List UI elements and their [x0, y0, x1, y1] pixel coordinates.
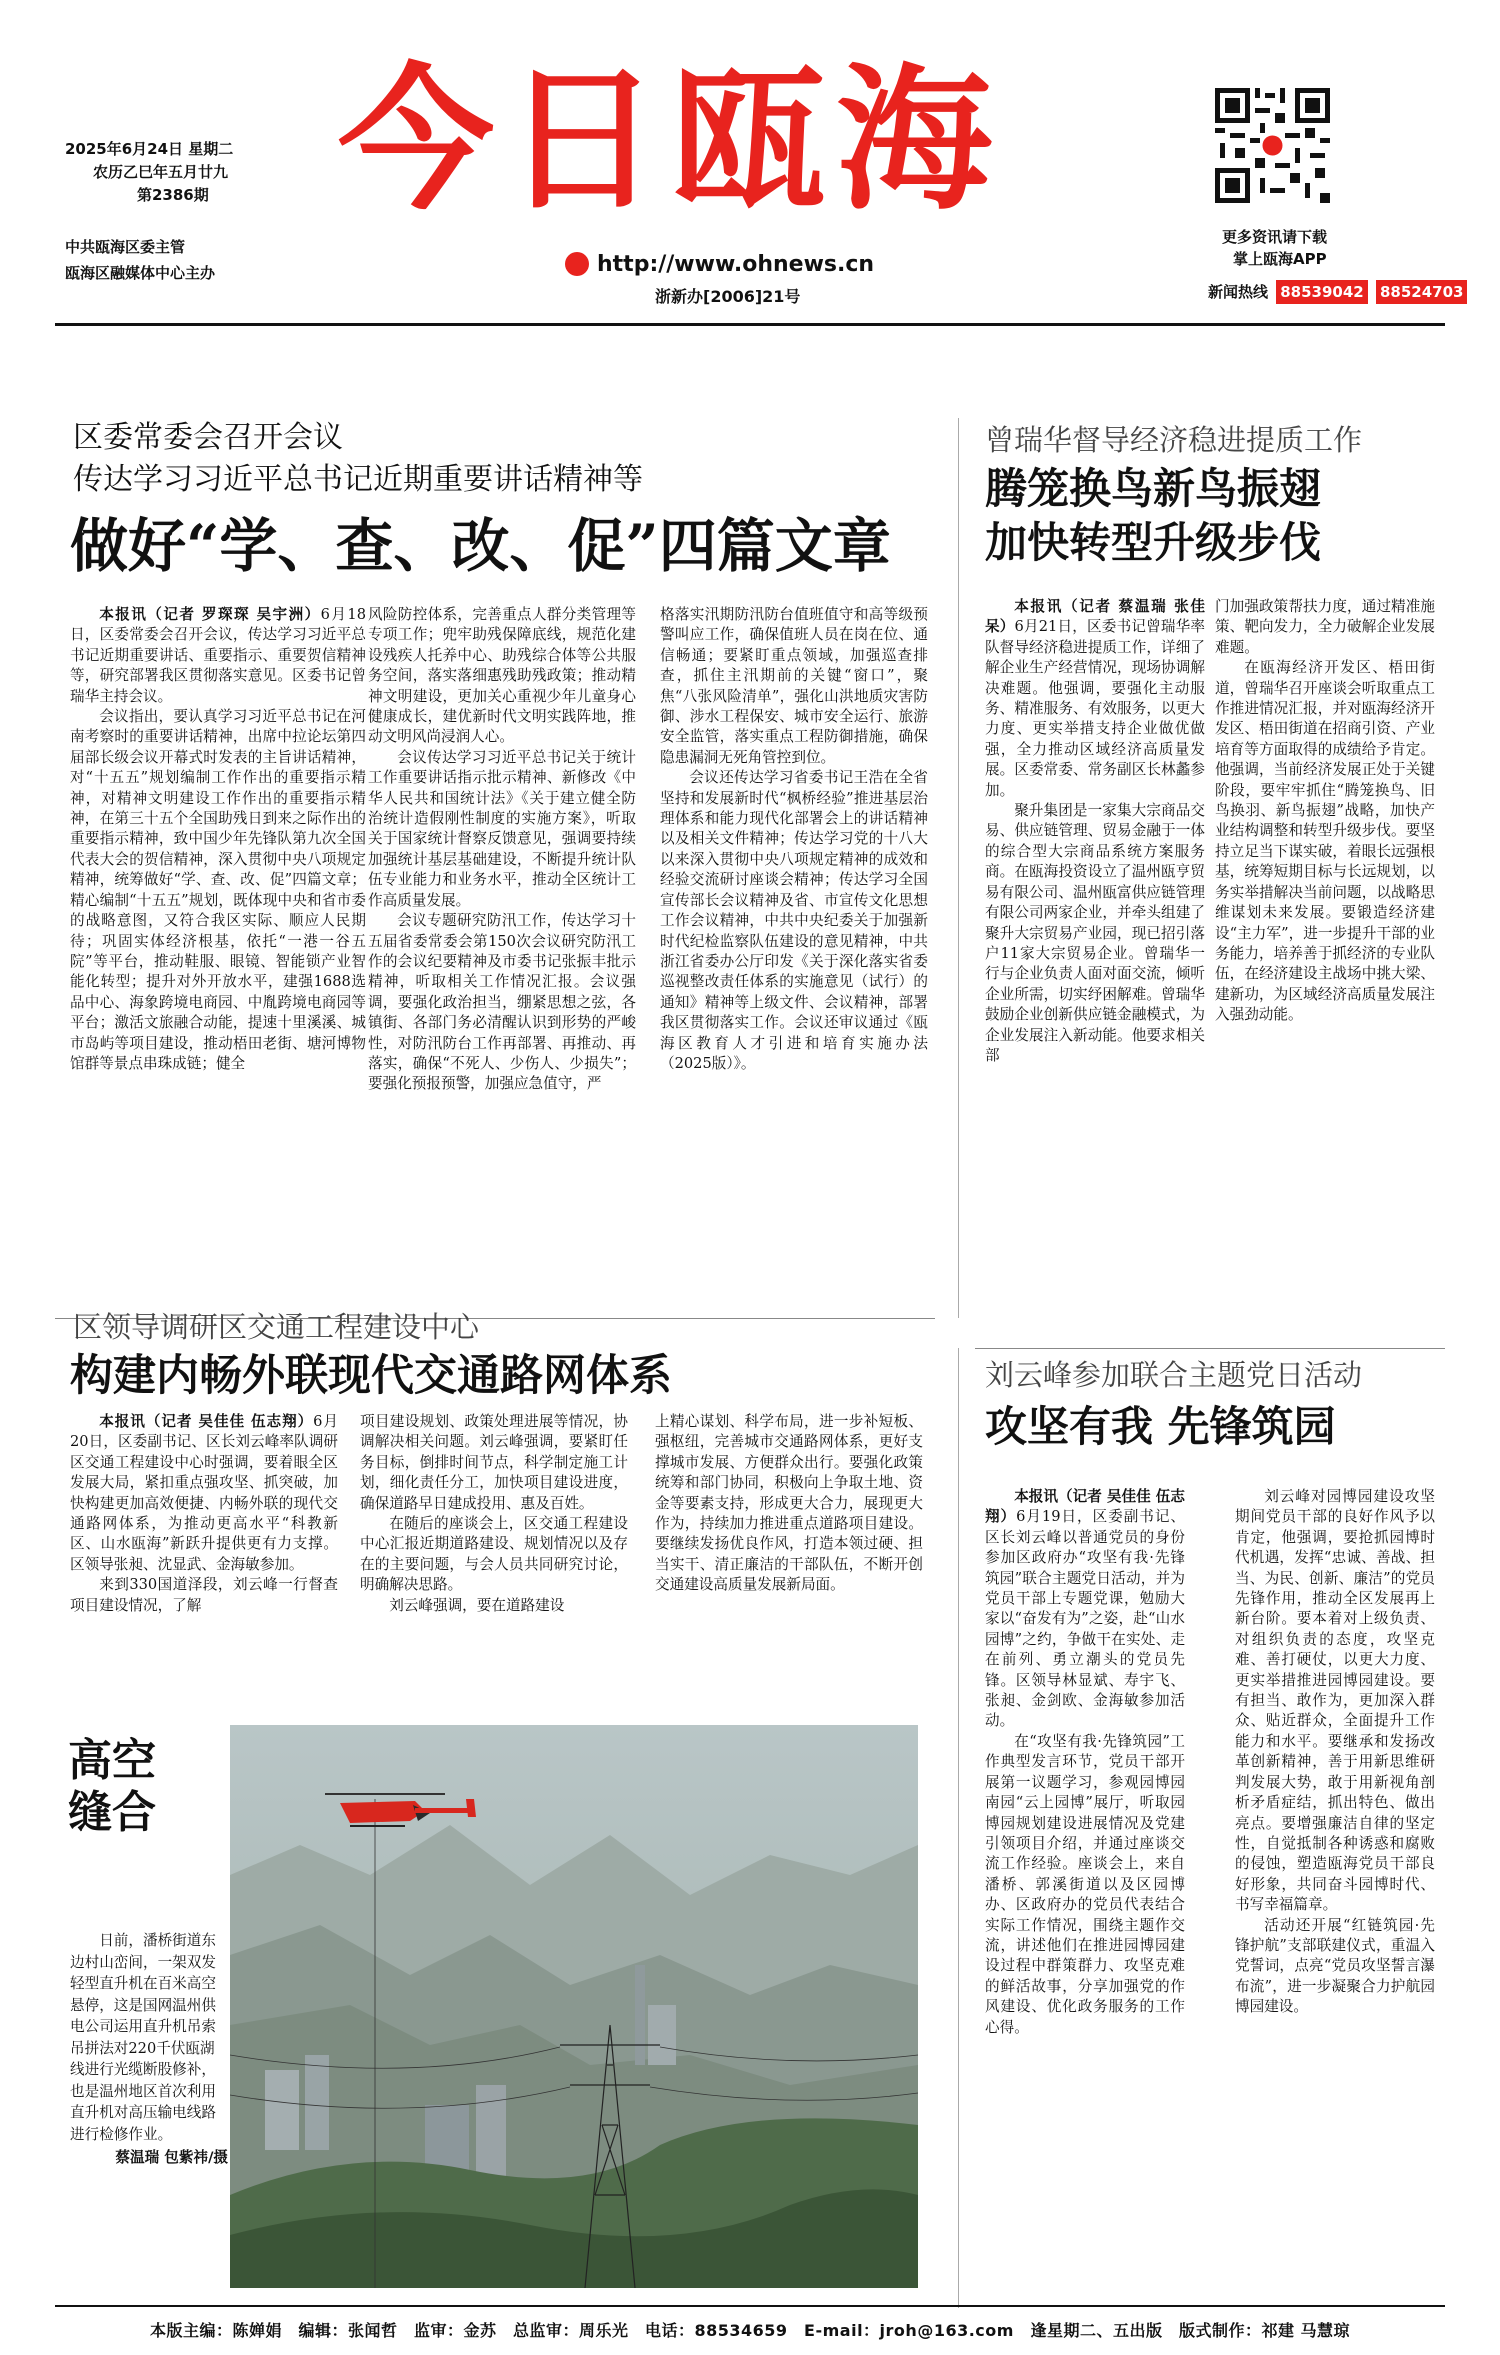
- article1-kicker-1: 区委常委会召开会议: [73, 420, 343, 455]
- article3-headline: 构建内畅外联现代交通路网体系: [70, 1351, 672, 1401]
- qr-caption-1: 更多资讯请下载: [1222, 228, 1328, 246]
- column-divider-bottom: [958, 1348, 959, 2308]
- photo-title-1: 高空: [68, 1735, 156, 1786]
- hotline-number-1[interactable]: 88539042: [1276, 280, 1368, 304]
- hotline-label: 新闻热线: [1208, 283, 1269, 301]
- article4-byline: 本报讯（记者 吴佳佳 伍志翔）: [985, 1488, 1185, 1526]
- news-hotline: [1208, 280, 1467, 304]
- helicopter-photo: [230, 1725, 918, 2288]
- article2-headline-2: 加快转型升级步伐: [985, 518, 1322, 567]
- article3-kicker: 区领导调研区交通工程建设中心: [73, 1310, 480, 1344]
- article4-headline: 攻坚有我 先锋筑园: [985, 1402, 1336, 1451]
- footer-divider: [55, 2305, 1445, 2307]
- article4-column-2: 刘云峰对园博园建设攻坚期间党员干部的良好作风予以肯定，他强调，要抢抓园博时代机遇，发挥“忠诚、善战、担当、为民、创新、廉洁”的党员先锋作用，推动全区发展再上新台阶。要本着对上级负责、对组织负责的态度，攻坚克难、善打硬仗，以更大力度、更实举措推进园博园建设。要有担当、敢作为，更加深入群众、贴近群众，全面提升工作能力和水平。要继承和发扬改革创新精神，善于用新思维研判发展大势，敢于用新视角剖析矛盾症结，抓出特色、做出亮点。要增强廉洁自律的坚定性，自觉抵制各种诱惑和腐败的侵蚀，塑造瓯海党员干部良好形象，共同奋斗园博时代、书写幸福篇章。 活动还开展“红链筑园·先锋护航”支部联建仪式，重温入党誓词，点亮“党员攻坚誓言瀑布流”，进一步凝聚合力护航园博园建设。: [1235, 1488, 1435, 2016]
- lunar-date: 农历乙巳年五月廿九: [93, 163, 229, 181]
- article2-byline: 本报讯（记者 蔡温瑞 张佳呆）: [985, 598, 1205, 636]
- qr-code-icon[interactable]: [1215, 88, 1330, 203]
- header-divider: [55, 323, 1445, 326]
- article2-column-2: 门加强政策帮扶力度，通过精准施策、靶向发力，全力破解企业发展难题。 在瓯海经济开发区、梧田街道，曾瑞华召开座谈会听取重点工作推进情况汇报，并对瓯海经济开发区、梧田街道在招商引资、产业培育等方面取得的成绩给予肯定。他强调，当前经济发展正处于关键阶段，要牢牢抓住“腾笼换鸟、旧鸟换羽、新鸟振翅”战略，加快产业结构调整和转型升级步伐。要坚持立足当下谋实破，着眼长远强根基，统筹短期目标与长远规划，以务实举措解决当前问题，以战略思维谋划未来发展。要锻造经济建设“主力军”，进一步提升干部的业务能力，培养善于抓经济的专业队伍，在经济建设主战场中挑大梁、建新功，为区域经济高质量发展注入强劲动能。: [1215, 598, 1435, 1024]
- article3-byline: 本报讯（记者 吴佳佳 伍志翔）: [99, 1413, 314, 1430]
- photo-caption: 日前，潘桥街道东边村山峦间，一架双发轻型直升机在百米高空悬停，这是国网温州供电公司运用直升机吊索吊拼法对220千伏瓯湖线进行光缆断股修补，也是温州地区首次利用直升机对高压输电线路进行检修作业。 蔡温瑞 包紫祎/摄: [70, 1930, 228, 2169]
- footer-credits: 本版主编：陈婵娟 编辑：张闻哲 监审：金苏 总监审：周乐光 电话：88534659 E-mail：jroh@163.com 逢星期二、五出版 版式制作：祁建 马慧琼: [149, 2321, 1351, 2340]
- masthead-title: 今日瓯海: [338, 48, 1002, 231]
- article2-column-1: 本报讯（记者 蔡温瑞 张佳呆）6月21日，区委书记曾瑞华率队督导经济稳进提质工作，详细了解企业生产经营情况，现场协调解决难题。他强调，要强化主动服务、精准服务、有效服务，以更大力度、更实举措支持企业做优做强，全力推动区域经济高质量发展。区委常委、常务副区长林蠡参加。 聚升集团是一家集大宗商品交易、供应链管理、贸易金融于一体的综合型大宗商品系统方案服务商。在瓯海投资设立了温州瓯亨贸易有限公司、温州瓯富供应链管理有限公司两家企业，并牵头组建了聚升大宗贸易产业园，现已招引落户11家大宗贸易企业。曾瑞华一行与企业负责人面对面交流，倾听企业所需，切实纾困解难。曾瑞华鼓励企业创新供应链金融模式，为企业发展注入新动能。他要求相关部: [985, 598, 1205, 1064]
- sponsor-line-1: 中共瓯海区委主管: [65, 238, 186, 256]
- hotline-number-2[interactable]: 88524703: [1376, 280, 1468, 304]
- issue-date: 2025年6月24日 星期二: [65, 140, 234, 158]
- article1-column-2: 风险防控体系，完善重点人群分类管理等专项工作；兜牢助残保障底线，规范化建设残疾人托养中心、助残综合体等公共服务空间，落实落细惠残助残政策；推动精神文明建设，更加关心重视少年儿童身心健康成长，建优新时代文明实践阵地，推动文明风尚浸润人心。 会议传达学习习近平总书记关于统计工作重要讲话指示批示精神、新修改《中华人民共和国统计法》《关于建立健全防治统计造假刚性制度的实施方案》，听取关于国家统计督察反馈意见，强调要持续加强统计基层基础建设，不断提升统计队伍专业能力和业务水平，推动全区统计工作高质量发展。 会议专题研究防汛工作，传达学习十五届省委常委会第150次会议研究防汛工作的会议纪要精神及市委书记张振丰批示精神，听取相关工作情况汇报。会议强调，要强化政治担当，绷紧思想之弦，各镇街、各部门务必清醒认识到形势的严峻性，对防汛防台工作再部署、再推动、再落实，确保“不死人、少伤人、少损失”；要强化预报预警，加强应急值守，严: [368, 606, 636, 1093]
- sponsor-line-2: 瓯海区融媒体中心主办: [65, 264, 216, 282]
- article1-headline: 做好“学、查、改、促”四篇文章: [70, 512, 891, 580]
- article1-byline: 本报讯（记者 罗琛琛 吴宇洲）: [99, 606, 321, 623]
- issue-number: 第2386期: [137, 186, 209, 204]
- article1-kicker-2: 传达学习习近平总书记近期重要讲话精神等: [73, 462, 643, 497]
- qr-caption-2: 掌上瓯海APP: [1233, 250, 1327, 268]
- article2-kicker: 曾瑞华督导经济稳进提质工作: [985, 423, 1363, 457]
- article1-column-3: 格落实汛期防汛防台值班值守和高等级预警叫应工作，确保值班人员在岗在位、通信畅通；要紧盯重点领域，加强巡查排查，抓住主汛期前的关键“窗口”，聚焦“八张风险清单”，强化山洪地质灾害防御、涉水工程保安、城市安全运行、旅游安全监管，落实重点工程防御措施，确保隐患漏洞无死角管控到位。 会议还传达学习省委书记王浩在全省坚持和发展新时代“枫桥经验”推进基层治理体系和能力现代化部署会上的讲话精神以及相关文件精神；传达学习党的十八大以来深入贯彻中央八项规定精神的成效和经验交流研讨座谈会精神；传达学习全国宣传部长会议精神及省、市宣传文化思想工作会议精神，中共中央纪委关于加强新时代纪检监察队伍建设的意见精神，中共浙江省委办公厅印发《关于深化落实省委巡视整改责任体系的实施意见（试行）的通知》精神等上级文件、会议精神，部署我区贯彻落实工作。会议还审议通过《瓯海区教育人才引进和培育实施办法（2025版）》。: [660, 606, 928, 1072]
- article3-column-1: 本报讯（记者 吴佳佳 伍志翔）6月20日，区委副书记、区长刘云峰率队调研区交通工程建设中心时强调，要着眼全区发展大局，紧扣重点强攻坚、抓突破，加快构建更加高效便捷、内畅外联的现代交通路网体系，为推动更高水平“科教新区、山水瓯海”新跃升提供更有力支撑。区领导张昶、沈显武、金海敏参加。 来到330国道泽段，刘云峰一行督查项目建设情况，了解: [70, 1413, 338, 1614]
- article3-column-2: 项目建设规划、政策处理进展等情况，协调解决相关问题。刘云峰强调，要紧盯任务目标，倒排时间节点，科学制定施工计划，细化责任分工，加快项目建设进度，确保道路早日建成投用、惠及百姓。 在随后的座谈会上，区交通工程建设中心汇报近期道路建设、规划情况以及存在的主要问题，与会人员共同研究讨论，明确解决思路。 刘云峰强调，要在道路建设: [360, 1413, 628, 1614]
- photo-credit: 蔡温瑞 包紫祎/摄: [115, 2149, 228, 2166]
- website-url[interactable]: http://www.ohnews.cn: [597, 252, 875, 277]
- article-divider-right: [975, 1348, 1445, 1349]
- article2-headline-1: 腾笼换鸟新鸟振翅: [985, 464, 1322, 513]
- article3-column-3: 上精心谋划、科学布局，进一步补短板、强枢纽，完善城市交通路网体系，更好支撑城市发展、方便群众出行。要强化政策统筹和部门协同，积极向上争取土地、资金等要素支持，形成更大合力，展现更大作为，持续加力推进重点道路项目建设。要继续发扬优良作风，打造本领过硬、担当实干、清正廉洁的干部队伍，不断开创交通建设高质量发展新局面。: [655, 1413, 923, 1594]
- photo-title-2: 缝合: [68, 1787, 156, 1838]
- article1-column-1: 本报讯（记者 罗琛琛 吴宇洲）6月18日，区委常委会召开会议，传达学习习近平总书记近期重要讲话、重要指示、重要贺信精神等，研究部署我区贯彻落实意见。区委书记曾瑞华主持会议。 会议指出，要认真学习习近平总书记在河南考察时的重要讲话精神，出席中拉论坛第四届部长级会议开幕式时发表的主旨讲话精神，对“十五五”规划编制工作作出的重要指示精神，对精神文明建设工作作出的重要指示精神，在第三十五个全国助残日到来之际作出的重要指示精神，致中国少年先锋队第九次全国代表大会的贺信精神，深入贯彻中央八项规定精神，统筹做好“学、查、改、促”四篇文章；精心编制“十五五”规划，既体现中央和省市委的战略意图，又符合我区实际、顺应人民期待；巩固实体经济根基，依托“一港一谷五院”等平台，推动鞋服、眼镜、智能锁产业智能化转型；提升对外开放水平，建强1688选品中心、海象跨境电商园、中胤跨境电商园等平台；激活文旅融合动能，提速十里溪溪、城市岛屿等项目建设，推动梧田老街、塘河博物馆群等景点串珠成链；健全: [70, 606, 366, 1072]
- site-logo-icon: [565, 252, 589, 276]
- article4-column-1: 本报讯（记者 吴佳佳 伍志翔）6月19日，区委副书记、区长刘云峰以普通党员的身份参加区政府办“攻坚有我·先锋筑园”联合主题党日活动，并为党员干部上专题党课，勉励大家以“奋发有为”之姿，赴“山水园博”之约，争做干在实处、走在前列、勇立潮头的党员先锋。区领导林显斌、寿宇飞、张昶、金剑欧、金海敏参加活动。 在“攻坚有我·先锋筑园”工作典型发言环节，党员干部开展第一议题学习，参观园博园南园“云上园博”展厅，听取园博园规划建设进展情况及党建引领项目介绍，并通过座谈交流工作经验。座谈会上，来自潘桥、郭溪街道以及区园博办、区政府办的党员代表结合实际工作情况，围绕主题作交流，讲述他们在推进园博园建设过程中群策群力、攻坚克难的鲜活故事，分享加强党的作风建设、优化政务服务的工作心得。: [985, 1488, 1185, 2036]
- license-number: 浙新办[2006]21号: [655, 287, 801, 306]
- column-divider-top: [958, 418, 959, 1318]
- article4-kicker: 刘云峰参加联合主题党日活动: [985, 1358, 1363, 1392]
